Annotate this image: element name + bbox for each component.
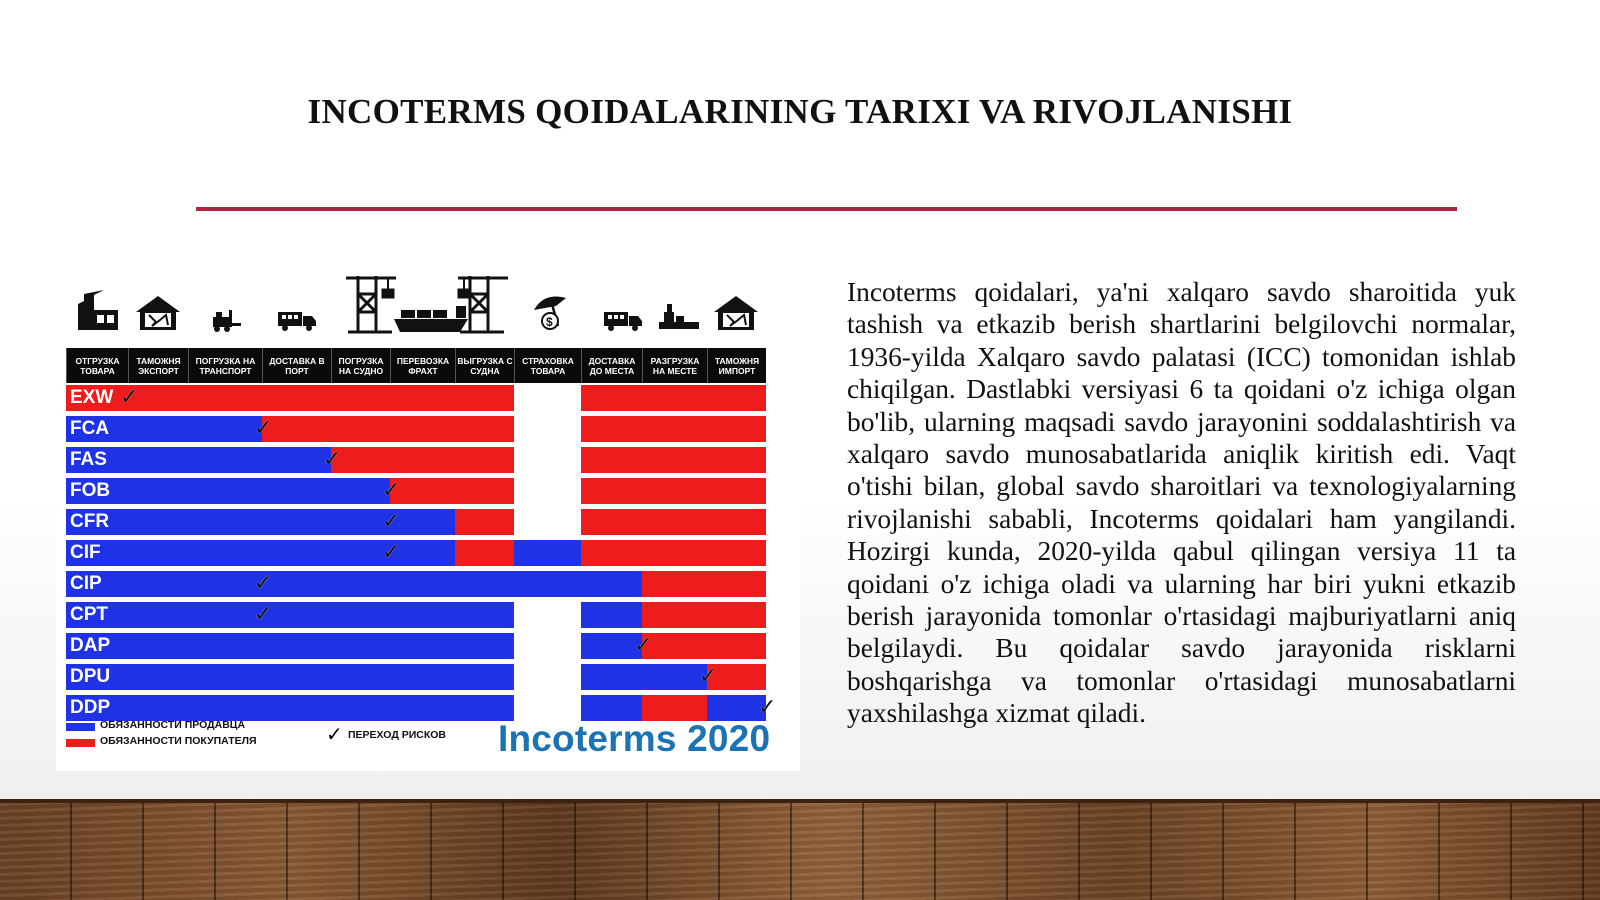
rule-code-label: CIF bbox=[66, 540, 128, 566]
rule-cell bbox=[390, 447, 455, 473]
svg-text:$: $ bbox=[546, 315, 553, 329]
risk-transfer-check-icon: ✓ bbox=[699, 664, 718, 689]
rule-cell bbox=[455, 540, 514, 566]
rule-cell bbox=[331, 385, 390, 411]
rule-cell bbox=[707, 509, 766, 535]
rule-cell bbox=[514, 602, 581, 628]
rule-cell bbox=[581, 633, 642, 659]
risk-transfer-check-icon: ✓ bbox=[382, 509, 401, 534]
stage-header: ПЕРЕВОЗКА ФРАХТ bbox=[390, 348, 455, 383]
risk-transfer-check-icon: ✓ bbox=[634, 633, 653, 658]
risk-transfer-check-icon: ✓ bbox=[120, 385, 139, 410]
buyer-legend-swatch bbox=[66, 739, 95, 747]
incoterms-2020-logo: Incoterms 2020 bbox=[498, 718, 771, 759]
rule-cell bbox=[262, 385, 331, 411]
rule-cell bbox=[642, 509, 707, 535]
rule-cell bbox=[331, 571, 390, 597]
insurance-umbrella-icon bbox=[534, 297, 566, 330]
rule-code-label: DDP bbox=[66, 695, 128, 721]
rule-cell bbox=[390, 602, 455, 628]
rule-cell bbox=[188, 540, 262, 566]
rule-cell bbox=[262, 509, 331, 535]
stage-header: ДОСТАВКА ДО МЕСТА bbox=[581, 348, 642, 383]
risk-transfer-check-icon: ✓ bbox=[323, 447, 342, 472]
rule-cell bbox=[262, 478, 331, 504]
rule-cell bbox=[188, 416, 262, 442]
risk-transfer-check-icon: ✓ bbox=[382, 540, 401, 565]
crane-icon bbox=[346, 276, 396, 332]
rule-code-label: FCA bbox=[66, 416, 128, 442]
rule-code-label: CIP bbox=[66, 571, 128, 597]
stage-header: ДОСТАВКА В ПОРТ bbox=[262, 348, 331, 383]
rule-cell bbox=[390, 695, 455, 721]
stage-header: ТАМОЖНЯ ЭКСПОРТ bbox=[128, 348, 188, 383]
customs-icon bbox=[714, 296, 758, 330]
rule-cell bbox=[642, 664, 707, 690]
rule-cell bbox=[331, 416, 390, 442]
rule-code-label: CPT bbox=[66, 602, 128, 628]
rule-cell bbox=[514, 571, 581, 597]
rule-cell bbox=[188, 602, 262, 628]
seller-legend-swatch bbox=[66, 723, 95, 731]
rule-cell bbox=[128, 447, 188, 473]
rule-cell bbox=[188, 385, 262, 411]
rule-cell bbox=[128, 633, 188, 659]
rule-cell bbox=[331, 695, 390, 721]
rule-cell bbox=[390, 416, 455, 442]
risk-transfer-check-icon: ✓ bbox=[254, 416, 273, 441]
rule-cell bbox=[390, 571, 455, 597]
rule-cell bbox=[642, 540, 707, 566]
risk-transfer-check-icon: ✓ bbox=[758, 695, 777, 720]
rule-cell bbox=[128, 478, 188, 504]
rule-cell bbox=[455, 664, 514, 690]
truck-icon bbox=[278, 312, 316, 331]
rule-cell bbox=[707, 478, 766, 504]
rule-cell bbox=[707, 540, 766, 566]
rule-cell bbox=[581, 447, 642, 473]
stage-header: ВЫГРУЗКА С СУДНА bbox=[455, 348, 514, 383]
rule-cell bbox=[188, 509, 262, 535]
rule-cell bbox=[188, 664, 262, 690]
rule-cell bbox=[188, 478, 262, 504]
rule-cell bbox=[128, 602, 188, 628]
rule-cell bbox=[707, 385, 766, 411]
rule-cell bbox=[514, 385, 581, 411]
rule-cell bbox=[455, 571, 514, 597]
rule-cell bbox=[390, 385, 455, 411]
rule-cell bbox=[707, 447, 766, 473]
rule-code-label: FOB bbox=[66, 478, 128, 504]
rule-cell bbox=[514, 509, 581, 535]
rule-cell bbox=[514, 478, 581, 504]
rule-cell bbox=[455, 447, 514, 473]
rule-cell bbox=[642, 571, 707, 597]
rule-code-label: CFR bbox=[66, 509, 128, 535]
rule-cell bbox=[128, 416, 188, 442]
rule-cell bbox=[128, 571, 188, 597]
rule-cell bbox=[331, 633, 390, 659]
rule-cell bbox=[642, 447, 707, 473]
wooden-floor-background bbox=[0, 803, 1600, 900]
rule-code-label: DPU bbox=[66, 664, 128, 690]
rule-cell bbox=[455, 509, 514, 535]
stage-header: ПОГРУЗКА НА ТРАНСПОРТ bbox=[188, 348, 262, 383]
rule-cell bbox=[707, 602, 766, 628]
rule-cell bbox=[642, 478, 707, 504]
stage-icons bbox=[56, 268, 800, 344]
seller-legend-label: ОБЯЗАННОСТИ ПРОДАВЦА bbox=[100, 719, 246, 731]
rule-cell bbox=[128, 664, 188, 690]
rule-cell bbox=[707, 416, 766, 442]
rule-cell bbox=[581, 385, 642, 411]
ship-icon bbox=[394, 306, 468, 332]
rule-cell bbox=[262, 633, 331, 659]
rule-code-label: EXW bbox=[66, 385, 128, 411]
rule-cell bbox=[262, 664, 331, 690]
risk-transfer-check-icon: ✓ bbox=[254, 571, 273, 596]
incoterms-chart bbox=[56, 268, 800, 771]
rule-cell bbox=[455, 385, 514, 411]
slide-body-text: Incoterms qoidalari, ya'ni xalqaro savdo sharoitida yuk tashish va etkazib berish shartlarini belgilovchi normalar, 1936-yilda Xalqaro savdo palatasi (ICC) tomonidan ishlab chiqilgan. Dastlabki versiyasi 6 ta qoidani o'z ichiga olgan bo'lib, ularning maqsadi savdo jarayonini soddalashtirish va xalqaro savdo munosabatlarida aniqlik kiritish edi. Vaqt o'tishi bilan, global savdo sharoitlari va texnologiyalarning rivojlanishi sababli, Incoterms qoidalari ham yangilandi. Hozirgi kunda, 2020-yilda qabul qilingan versiya 11 ta qoidani o'z ichiga oladi va ularning har biri yukni etkazib berish jarayonida tomonlar o'rtasidagi majburiyatlarni aniq belgilaydi. Bu qoidalar savdo jarayonida risklarni boshqarishga va tomonlar o'rtasidagi munosabatlarni yaxshilashga xizmat qiladi. bbox=[847, 277, 1516, 729]
factory-icon bbox=[78, 290, 118, 330]
rule-cell bbox=[455, 633, 514, 659]
rule-cell bbox=[188, 633, 262, 659]
stage-header: ПОГРУЗКА НА СУДНО bbox=[331, 348, 390, 383]
rule-cell bbox=[581, 540, 642, 566]
unloading-icon bbox=[659, 304, 699, 329]
risk-transfer-legend-label: ПЕРЕХОД РИСКОВ bbox=[348, 729, 447, 741]
crane-icon bbox=[458, 276, 508, 332]
truck-icon bbox=[604, 312, 642, 331]
stage-header: ОТГРУЗКА ТОВАРА bbox=[66, 348, 128, 383]
rule-cell bbox=[581, 602, 642, 628]
rule-cell bbox=[581, 416, 642, 442]
risk-transfer-check-icon: ✓ bbox=[254, 602, 273, 627]
rule-cell bbox=[188, 447, 262, 473]
rule-cell bbox=[514, 540, 581, 566]
rule-cell bbox=[390, 664, 455, 690]
rule-cell bbox=[390, 633, 455, 659]
risk-transfer-check-icon: ✓ bbox=[382, 478, 401, 503]
rule-cell bbox=[455, 416, 514, 442]
rule-cell bbox=[581, 478, 642, 504]
slide-title: INCOTERMS QOIDALARINING TARIXI VA RIVOJLANISHI bbox=[307, 92, 1293, 131]
title-divider bbox=[196, 207, 1457, 211]
rule-cell bbox=[514, 416, 581, 442]
rule-cell bbox=[514, 664, 581, 690]
rule-cell bbox=[642, 385, 707, 411]
rule-cell bbox=[581, 509, 642, 535]
risk-transfer-check-icon: ✓ bbox=[326, 722, 343, 746]
rule-code-label: FAS bbox=[66, 447, 128, 473]
buyer-legend-label: ОБЯЗАННОСТИ ПОКУПАТЕЛЯ bbox=[100, 735, 257, 747]
rule-cell bbox=[128, 509, 188, 535]
rule-cell bbox=[188, 571, 262, 597]
customs-icon bbox=[136, 296, 180, 330]
rule-cell bbox=[642, 602, 707, 628]
rule-cell bbox=[581, 571, 642, 597]
rule-cell bbox=[514, 633, 581, 659]
stage-header: СТРАХОВКА ТОВАРА bbox=[514, 348, 581, 383]
rule-cell bbox=[455, 602, 514, 628]
rule-cell bbox=[331, 602, 390, 628]
rule-cell bbox=[128, 695, 188, 721]
forklift-icon bbox=[213, 310, 241, 332]
rule-cell bbox=[455, 478, 514, 504]
rule-code-label: DAP bbox=[66, 633, 128, 659]
rule-cell bbox=[188, 695, 262, 721]
rule-cell bbox=[707, 633, 766, 659]
rule-cell bbox=[331, 664, 390, 690]
rule-cell bbox=[581, 664, 642, 690]
rule-cell bbox=[262, 540, 331, 566]
stage-header: РАЗГРУЗКА НА МЕСТЕ bbox=[642, 348, 707, 383]
rule-cell bbox=[642, 416, 707, 442]
rule-cell bbox=[514, 447, 581, 473]
stage-header: ТАМОЖНЯ ИМПОРТ bbox=[707, 348, 766, 383]
rule-cell bbox=[262, 695, 331, 721]
rule-cell bbox=[262, 447, 331, 473]
rule-cell bbox=[128, 540, 188, 566]
rule-cell bbox=[707, 571, 766, 597]
